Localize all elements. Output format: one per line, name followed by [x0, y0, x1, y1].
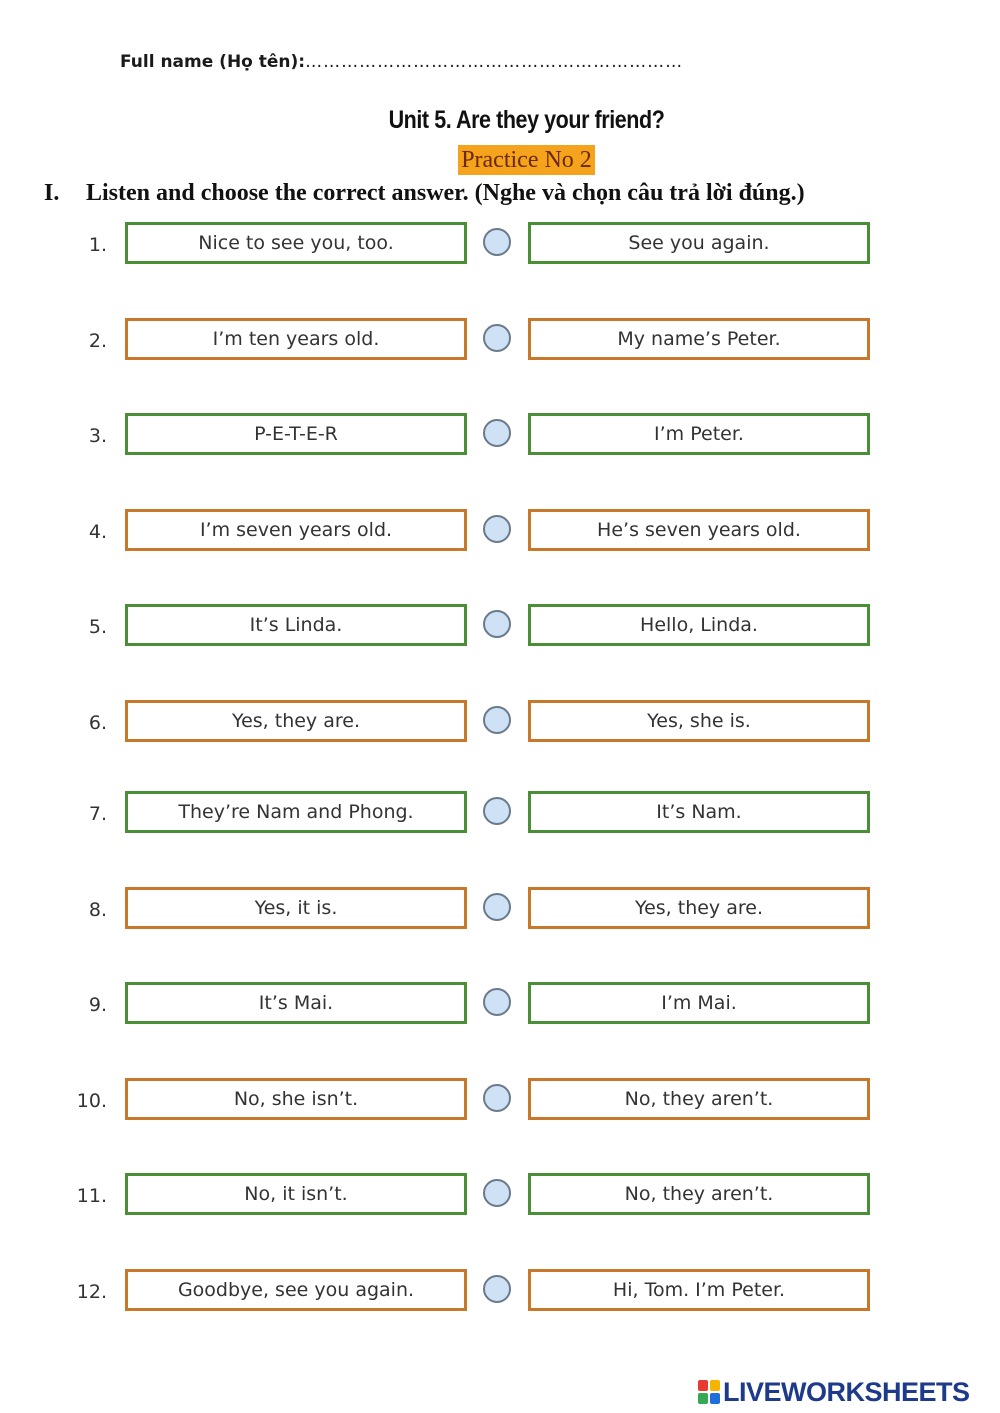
answer-option-left[interactable]: They’re Nam and Phong. [125, 791, 467, 833]
answer-toggle[interactable] [483, 419, 511, 447]
answer-toggle[interactable] [483, 706, 511, 734]
section-instruction: Listen and choose the correct answer. (Nghe và chọn câu trả lời đúng.) [86, 180, 805, 206]
answer-option-right[interactable]: No, they aren’t. [528, 1078, 870, 1120]
question-number: 10. [76, 1090, 107, 1112]
answer-toggle[interactable] [483, 893, 511, 921]
answer-toggle[interactable] [483, 515, 511, 543]
answer-option-right[interactable]: I’m Peter. [528, 413, 870, 455]
answer-option-right[interactable]: My name’s Peter. [528, 318, 870, 360]
fullname-line [120, 52, 683, 72]
question-number: 1. [88, 234, 107, 256]
liveworksheets-logo [698, 1377, 970, 1407]
answer-option-left[interactable]: It’s Mai. [125, 982, 467, 1024]
logo-text: LIVEWORKSHEETS [723, 1376, 970, 1407]
answer-option-left[interactable]: I’m seven years old. [125, 509, 467, 551]
answer-option-left[interactable]: No, she isn’t. [125, 1078, 467, 1120]
answer-option-right[interactable]: Hello, Linda. [528, 604, 870, 646]
question-row [0, 509, 1000, 557]
question-number: 2. [88, 330, 107, 352]
section-number: I. [44, 180, 60, 206]
answer-option-right[interactable]: Hi, Tom. I’m Peter. [528, 1269, 870, 1311]
question-row [0, 982, 1000, 1030]
answer-option-left[interactable]: No, it isn’t. [125, 1173, 467, 1215]
answer-toggle[interactable] [483, 1179, 511, 1207]
answer-toggle[interactable] [483, 324, 511, 352]
question-row [0, 222, 1000, 270]
answer-option-left[interactable]: Goodbye, see you again. [125, 1269, 467, 1311]
answer-option-left[interactable]: Yes, they are. [125, 700, 467, 742]
question-row [0, 887, 1000, 935]
question-number: 12. [76, 1281, 107, 1303]
practice-label: Practice No 2 [458, 145, 595, 175]
answer-toggle[interactable] [483, 228, 511, 256]
answer-option-right[interactable]: I’m Mai. [528, 982, 870, 1024]
question-row [0, 1078, 1000, 1126]
question-row [0, 1173, 1000, 1221]
question-number: 3. [88, 425, 107, 447]
answer-option-left[interactable]: Yes, it is. [125, 887, 467, 929]
question-row [0, 1269, 1000, 1317]
question-row [0, 318, 1000, 366]
answer-toggle[interactable] [483, 1084, 511, 1112]
answer-option-left[interactable]: I’m ten years old. [125, 318, 467, 360]
question-number: 9. [88, 994, 107, 1016]
answer-option-right[interactable]: Yes, she is. [528, 700, 870, 742]
question-row [0, 700, 1000, 748]
answer-option-right[interactable]: It’s Nam. [528, 791, 870, 833]
liveworksheets-logo-icon [698, 1380, 720, 1404]
answer-option-right[interactable]: Yes, they are. [528, 887, 870, 929]
answer-toggle[interactable] [483, 1275, 511, 1303]
question-number: 8. [88, 899, 107, 921]
answer-option-right[interactable]: He’s seven years old. [528, 509, 870, 551]
question-number: 6. [88, 712, 107, 734]
unit-title: Unit 5. Are they your friend? [388, 106, 665, 134]
answer-option-left[interactable]: Nice to see you, too. [125, 222, 467, 264]
answer-option-right[interactable]: See you again. [528, 222, 870, 264]
answer-toggle[interactable] [483, 610, 511, 638]
answer-option-right[interactable]: No, they aren’t. [528, 1173, 870, 1215]
question-row [0, 604, 1000, 652]
fullname-dots: ……………………………………………………… [305, 52, 684, 72]
question-number: 11. [76, 1185, 107, 1207]
fullname-label: Full name (Họ tên): [120, 52, 306, 72]
answer-toggle[interactable] [483, 988, 511, 1016]
question-number: 7. [88, 803, 107, 825]
practice-wrap [0, 145, 1000, 175]
question-number: 5. [88, 616, 107, 638]
question-number: 4. [88, 521, 107, 543]
answer-toggle[interactable] [483, 797, 511, 825]
section-heading [44, 180, 805, 207]
question-row [0, 791, 1000, 839]
question-row [0, 413, 1000, 461]
answer-option-left[interactable]: P-E-T-E-R [125, 413, 467, 455]
answer-option-left[interactable]: It’s Linda. [125, 604, 467, 646]
